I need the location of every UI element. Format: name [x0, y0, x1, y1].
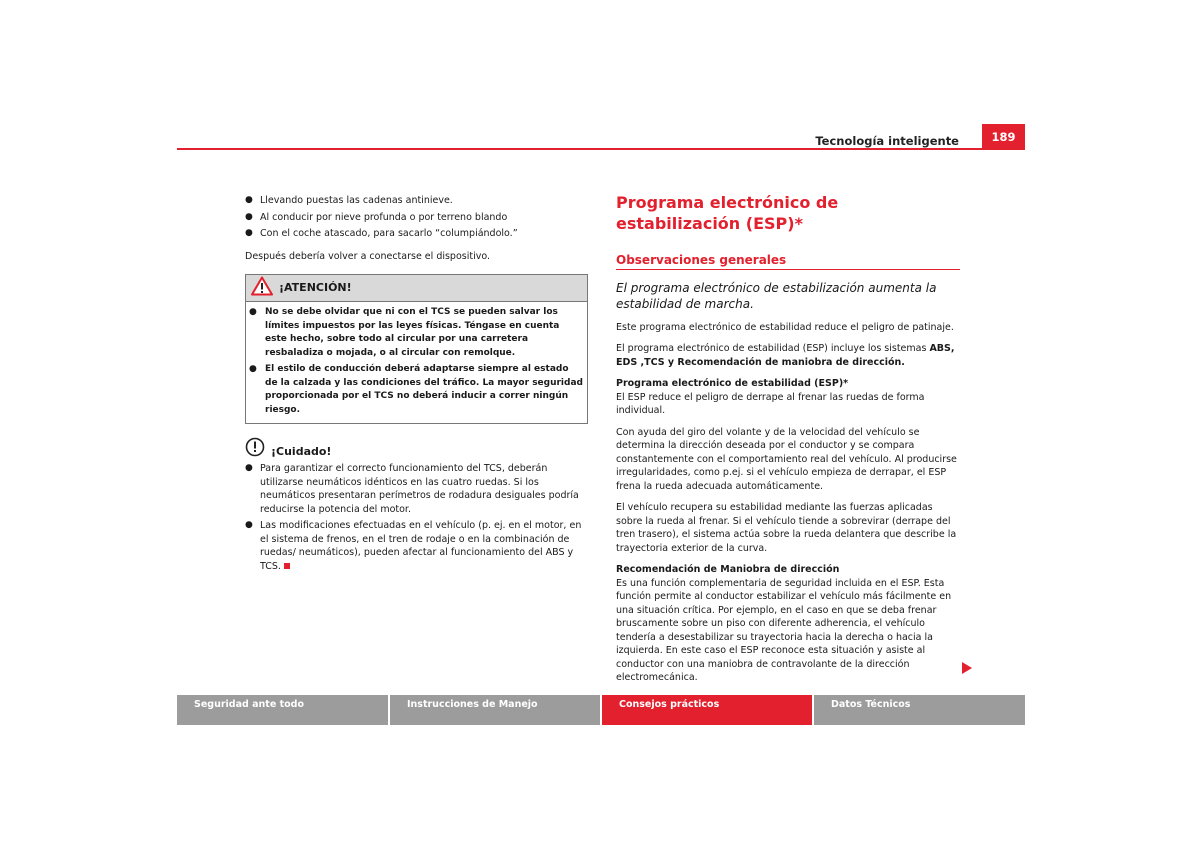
tab-seguridad[interactable]: Seguridad ante todo [177, 695, 388, 725]
caution-header [245, 438, 588, 460]
body-text: Es una función complementaria de seguridad incluida en el ESP. Esta función permite al conductor estabilizar el vehículo más fácilmente en una situación crítica. Por ejemplo, en el caso en que se deba frenar bruscamente sobre un piso con diferente adherencia, el vehículo tendería a desestabilizar su trayectoria hacia la derecha o hacia la izquierda. En este caso el ESP reconoce esta situación y asiste al conductor con una maniobra de contravolante de la dirección electromecánica. [616, 577, 952, 683]
warning-triangle-icon [251, 276, 273, 301]
caution-exclamation-icon [245, 437, 265, 462]
page-number: 189 [982, 124, 1025, 149]
list-item: ● Al conducir por nieve profunda o por terreno blando [245, 211, 508, 223]
left-column [245, 194, 588, 576]
body-text: Este programa electrónico de estabilidad reduce el peligro de patinaje. [616, 321, 954, 333]
continue-arrow-icon [962, 659, 972, 678]
subheading: Recomendación de Maniobra de dirección [616, 564, 840, 575]
right-column [616, 192, 960, 693]
tab-datos-tecnicos[interactable]: Datos Técnicos [814, 695, 1025, 725]
tab-instrucciones[interactable]: Instrucciones de Manejo [390, 695, 600, 725]
warning-box [245, 274, 588, 424]
list-item: ● Para garantizar el correcto funcionamiento del TCS, deberán utilizarse neumáticos idénticos en las cuatro ruedas. Si los neumáticos presentaran perímetros de rodadura desiguales podría reducirse la potencia del motor. [245, 463, 579, 515]
running-header-title: Tecnología inteligente [815, 134, 959, 148]
lead-text: El programa electrónico de estabilización aumenta la estabilidad de marcha. [616, 280, 937, 311]
warning-title: ¡ATENCIÓN! [279, 281, 352, 295]
header-divider [177, 148, 1025, 150]
caution-body [245, 462, 588, 573]
bullet-icon: ● [245, 195, 253, 205]
list-item: ● Las modificaciones efectuadas en el vehículo (p. ej. en el motor, en el sistema de frenos, en el tren de rodaje o en la combinación de ruedas/ neumáticos), pueden afectar al funcionamiento del ABS y TCS. [245, 520, 582, 572]
bullet-icon: ● [249, 364, 257, 374]
body-text: El vehículo recupera su estabilidad mediante las fuerzas aplicadas sobre la rueda al frenar. Si el vehículo tiende a sobrevirar (derrape del tren trasero), el sistema actúa sobre la rueda delantera que describe la trayectoria exterior de la curva. [616, 502, 957, 554]
section-title: Observaciones generales [616, 254, 960, 270]
caution-section [245, 438, 588, 573]
bullet-icon: ● [249, 307, 257, 317]
list-item: ● No se debe olvidar que ni con el TCS se pueden salvar los límites impuestos por las leyes físicas. Téngase en cuenta este hecho, sobre todo al circular por una carretera resbaladiza o mojada, o al circular con remolque. [249, 307, 560, 358]
list-item: ● Con el coche atascado, para sacarlo “columpiándolo.” [245, 228, 518, 239]
subheading: Programa electrónico de estabilidad (ESP)* [616, 378, 849, 389]
chapter-nav [177, 695, 1025, 725]
body-text: El programa electrónico de estabilidad (ESP) incluye los sistemas ABS, EDS ,TCS y Recomendación de maniobra de dirección. [616, 343, 955, 368]
warning-header [246, 275, 587, 302]
bullet-icon: ● [245, 463, 253, 473]
bullet-icon: ● [245, 228, 253, 238]
list-item: ● El estilo de conducción deberá adaptarse siempre al estado de la calzada y las condiciones del tráfico. La mayor seguridad proporcionada por el TCS no deberá inducir a correr ningún riesgo. [249, 364, 583, 415]
caution-title: ¡Cuidado! [271, 445, 332, 459]
section-end-marker-icon [284, 563, 290, 569]
list-item: ● Llevando puestas las cadenas antinieve. [245, 195, 453, 206]
body-text: El ESP reduce el peligro de derrape al frenar las ruedas de forma individual. [616, 391, 925, 416]
warning-body [246, 302, 587, 423]
bullet-icon: ● [245, 520, 253, 530]
body-text: Con ayuda del giro del volante y de la velocidad del vehículo se determina la dirección deseada por el conductor y se compara constantemente con el comportamiento real del vehículo. Al producirse irregularidades, como p.ej. si el vehículo empieza de derrapar, el ESP frena la rueda adecuada automáticamente. [616, 426, 957, 492]
page-title: Programa electrónico de estabilización (ESP)* [616, 193, 839, 233]
tab-consejos[interactable]: Consejos prácticos [602, 695, 812, 725]
bullet-icon: ● [245, 211, 253, 222]
body-text: Después debería volver a conectarse el dispositivo. [245, 250, 491, 262]
